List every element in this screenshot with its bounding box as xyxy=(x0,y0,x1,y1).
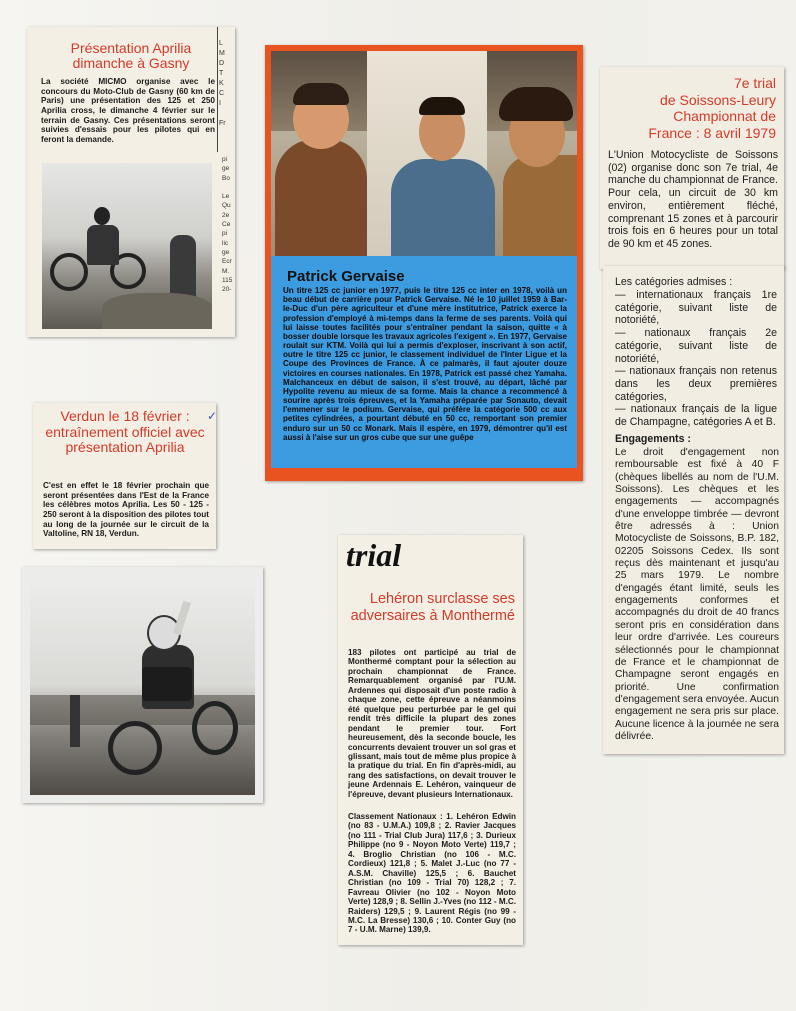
clip-rider-photo xyxy=(22,567,263,803)
gervaise-body: Un titre 125 cc junior en 1977, puis le titre 125 cc inter en 1978, voilà un beau début de carrière pour Patrick Gervaise. Né le 10 juillet 1959 à Bar-le-Duc d'un père agriculteur et d'une mère institutrice, Patrick exerce la profession d'employé à mi-temps dans la ferme de ses parents. Voilà qui lui laisse toutes facilités pour s'entraîner pendant la saison, quitte « à bosser double lorsque les travaux agricoles l'exigent ». En 1977, Gervaise roulait sur KTM. Voilà qui lui a permis d'exploser, inscrivant à son actif, outre le titre 125 cc junior, le classement individuel de l'Inter Ligue et la Coupe des Provinces de France. À ce palmarès, il faut ajouter douze victoires en courses nationales. En 1978, Patrick est passé chez Yamaha. Malchanceux en début de saison, il s'est trouvé, au départ, lâché par Hypolite revenu au mieux de sa forme. Mais la chance a recommencé à sourire après trois épreuves, et la Yamaha préparée par Sonauto, devait l'emmener sur le podium. Gervaise, qui préfère la catégorie 500 cc aux petites cylindrées, a pourtant débuté en 50 cc, remportant son premier enduro sur un 50 cc Monark. Mais il espère, en 1979, démontrer qu'il est aussi à l'aise sur un gros cube que sur une guêpe xyxy=(283,286,567,442)
person-left xyxy=(275,139,367,256)
pen-checkmark: ✓ xyxy=(207,409,218,423)
verdun-body: C'est en effet le 18 février prochain que seront présentées dans l'Est de la France les célèbres motos Aprilia. Les 50 - 125 - 250 seront à la disposition des pilotes tout au long de la journée sur le circuit de la Valtoline, RN 18, Verdun. xyxy=(43,481,209,539)
engagements-body: Le droit d'engagement non remboursable est fixé à 40 F (chèques libellés au nom de l'U.M. Soissons). Les chèques et les engagements — accompagnés d'une enveloppe timbrée — devront être adressés à : Union Motocycliste de Soissons, B.P. 182, 02205 Soissons Cedex. Ils sont reçus dès maintenant et jusqu'au 25 mars 1979. Le nombre d'engagés étant limité, seuls les engagements conformes et accompagnés du droit de 40 francs seront pris en considération dans leur ordre d'arrivée. Les coureurs sélectionnés pour le championnat de France et le championnat de Champagne seront engagés en priorité. Une confirmation d'engagement sera envoyée. Aucun engagement ne sera pris sur place. Aucune licence à la journée ne sera délivrée. xyxy=(615,447,779,742)
trial-heading: trial xyxy=(346,537,402,573)
clip-categories-engagements xyxy=(603,266,784,754)
soissons-title: 7e trial de Soissons-Leury Championnat de France : 8 avril 1979 xyxy=(648,75,776,141)
clip-trial-montherme xyxy=(338,535,523,945)
verdun-title: Verdun le 18 février : entraînement officiel avec présentation Aprilia xyxy=(45,408,205,456)
trial-title: Lehéron surclasse ses adversaires à Monthermé xyxy=(350,591,515,624)
clip-soissons xyxy=(600,67,784,269)
aprilia-side-fragment-bottom: pi ge Bo Le Qu 2e Ce pi lic ge Ecr M. 115 20- xyxy=(222,156,233,294)
categories-intro: Les catégories admises : xyxy=(615,276,733,288)
clip-verdun xyxy=(33,403,216,549)
clip-patrick-gervaise xyxy=(265,45,583,481)
clip-aprilia-gasny xyxy=(27,27,235,337)
gervaise-caption-panel xyxy=(271,256,577,468)
soissons-body: L'Union Motocycliste de Soissons (02) organise donc son 7e trial, 4e manche du championnat de France. Pour cela, un circuit de 30 km environ, entièrement fléché, comprenant 15 zones et à parcourir trois fois en 6 heures pour un total de 90 km et 45 zones. xyxy=(608,149,778,250)
gervaise-name: Patrick Gervaise xyxy=(287,268,405,285)
category-item: — internationaux français 1re catégorie, suivant liste de notoriété, xyxy=(615,289,777,327)
aprilia-title: Présentation Aprilia dimanche à Gasny xyxy=(70,40,192,71)
aprilia-motocross-photo xyxy=(42,163,212,329)
trial-results: Classement Nationaux : 1. Lehéron Edwin (no 83 - U.M.A.) 109,8 ; 2. Ravier Jacques (no 111 - Trial Club Jura) 117,6 ; 3. Durieux Philippe (no 9 - Noyon Moto Verte) 119,7 ; 4. Broglio Christian (no 106 - M.C. Cordieux) 121,8 ; 5. Malet J.-Luc (no 77 - A.S.M. Chaville) 125,5 ; 6. Bauchet Christian (no 109 - Trial 70) 128,2 ; 7. Favreau Olivier (no 102 - Noyon Moto Verte) 128,9 ; 8. Sellin J.-Yves (no 112 - M.C. Raiders) 129,5 ; 9. Laurent Régis (no 99 - M.C. La Bresse) 130,6 ; 10. Conter Guy (no 7 - U.M. Marne) 139,9. xyxy=(348,812,516,935)
engagements-heading: Engagements : xyxy=(615,433,691,445)
person-center xyxy=(391,159,495,256)
categories-list xyxy=(615,289,777,429)
aprilia-side-fragment-top: L M D T K C I Fr xyxy=(219,40,226,127)
trial-body: 183 pilotes ont participé au trial de Monthermé comptant pour la sélection au prochain championnat de France. Remarquablement organisé par l'U.M. Ardennes qui disposait d'un poste radio à chaque zone, cette épreuve a néanmoins été quelque peu perturbée par le gel qui rendit très difficile la plupart des zones pendant le premier tour. Fort heureusement, dès la seconde boucle, les concurrents devaient trouver un sol gras et glissant, mais tout de même plus propice à la pratique du trial. En fin d'après-midi, au rang des satisfactions, on devait trouver le jeune Ardennais E. Lehéron, vainqueur de l'épreuve, devant plusieurs Internationaux. xyxy=(348,648,516,799)
category-item: — nationaux français 2e catégorie, suivant liste de notoriété, xyxy=(615,327,777,365)
category-item: — nationaux français non retenus dans les deux premières catégories, xyxy=(615,365,777,403)
gervaise-photo xyxy=(271,51,577,256)
rider-trial-photo xyxy=(30,575,255,795)
person-right xyxy=(503,155,577,256)
category-item: — nationaux français de la ligue de Champagne, catégories A et B. xyxy=(615,403,777,429)
aprilia-body: La société MICMO organise avec le concours du Moto-Club de Gasny (60 km de Paris) une présentation des 125 et 250 Aprilia cross, le dimanche 4 février sur le terrain de Gasny. Ces présentations seront suivies d'essais pour les pilotes qui en feront la demande. xyxy=(41,77,215,145)
